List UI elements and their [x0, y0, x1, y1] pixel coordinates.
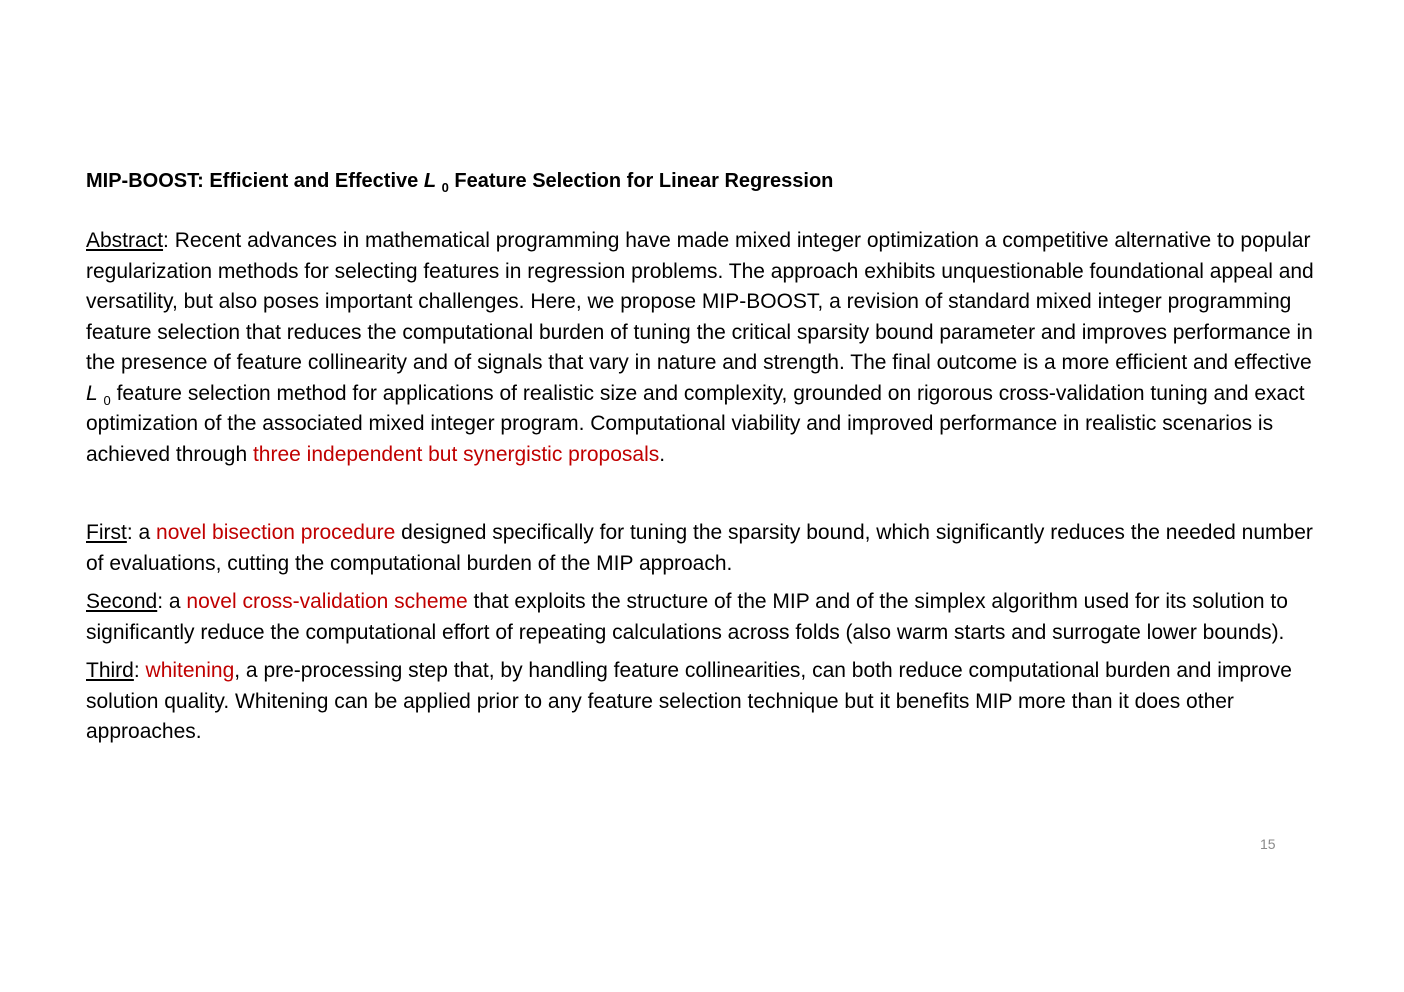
point-highlight: novel bisection procedure [156, 521, 396, 544]
abstract-label: Abstract [86, 229, 164, 252]
point-first [86, 518, 1318, 579]
abstract-paragraph [86, 226, 1318, 470]
point-text: , a pre-processing step that, by handling feature collinearities, can both reduce computational burden and improve solution quality. Whitening can be applied prior to any feature selection technique but it benefits MIP more than it does other approaches. [86, 659, 1292, 743]
title-l-variable: L [423, 170, 437, 192]
point-highlight: novel cross-validation scheme [186, 590, 468, 613]
point-highlight: whitening [145, 659, 235, 682]
slide-title [86, 166, 1318, 196]
title-subscript: 0 [441, 180, 449, 195]
title-prefix: MIP-BOOST: Efficient and Effective [86, 170, 424, 192]
point-prefix: : a [126, 521, 157, 544]
title-suffix: Feature Selection for Linear Regression [448, 170, 834, 192]
abstract-end: . [659, 442, 666, 466]
slide-content [86, 166, 1318, 756]
point-second [86, 587, 1318, 648]
point-prefix: : a [157, 590, 187, 613]
point-text: that exploits the structure of the MIP and of the simplex algorithm used for its solution to significantly reduce the computational effort of repeating calculations across folds (also warm starts and surrogate lower bounds). [86, 590, 1288, 644]
abstract-highlight: three independent but synergistic proposals [252, 442, 660, 466]
point-prefix: : [133, 659, 146, 682]
point-text: designed specifically for tuning the sparsity bound, which significantly reduces the needed number of evaluations, cutting the computational burden of the MIP approach. [86, 521, 1313, 575]
page-number: 15 [1260, 836, 1276, 852]
point-third [86, 656, 1318, 748]
point-label: Third [86, 659, 134, 682]
abstract-l-variable: L [86, 381, 98, 405]
abstract-text-part-1: : Recent advances in mathematical programming have made mixed integer optimization a competitive alternative to popular regularization methods for selecting features in regression problems. The approach exhibits unquestionable foundational appeal and versatility, but also poses important challenges. Here, we propose MIP-BOOST, a revision of standard mixed integer programming feature selection that reduces the computational burden of tuning the critical sparsity bound parameter and improves performance in the presence of feature collinearity and of signals that vary in nature and strength. The final outcome is a more efficient and effective [86, 229, 1314, 374]
abstract-text-part-2: feature selection method for applications of realistic size and complexity, grounded on rigorous cross-validation tuning and exact optimization of the associated mixed integer program. Computational viability and improved performance in realistic scenarios is achieved through [86, 381, 1305, 466]
point-label: First [86, 521, 127, 544]
abstract-subscript: 0 [103, 392, 111, 408]
point-label: Second [86, 590, 158, 613]
